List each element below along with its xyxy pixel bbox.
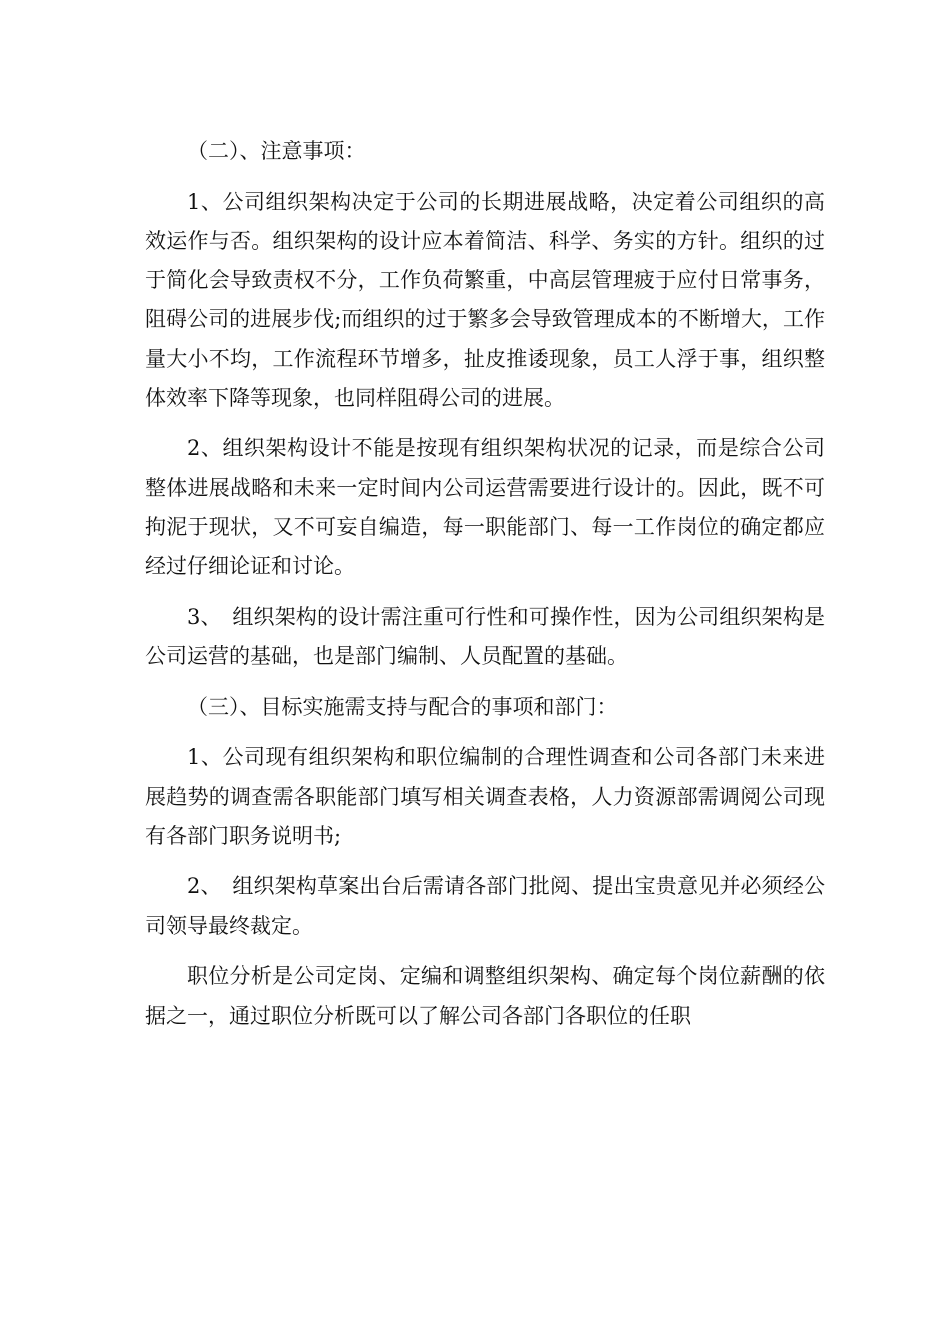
section-heading-precautions: （二）、注意事项：	[187, 139, 366, 163]
paragraph-support-1: 1、公司现有组织架构和职位编制的合理性调查和公司各部门未来进展趋势的调查需各职能部门填写相关调查表格，人力资源部需调阅公司现有各部门职务说明书;	[145, 745, 825, 848]
paragraph-point-1: 1、公司组织架构决定于公司的长期进展战略，决定着公司组织的高效运作与否。组织架构的设计应本着简洁、科学、务实的方针。组织的过于简化会导致责权不分，工作负荷繁重，中高层管理疲于应付日常事务，阻碍公司的进展步伐;而组织的过于繁多会导致管理成本的不断增大，工作量大小不均，工作流程环节增多，扯皮推诿现象，员工人浮于事，组织整体效率下降等现象，也同样阻碍公司的进展。	[145, 189, 825, 410]
paragraph-point-2: 2、组织架构设计不能是按现有组织架构状况的记录，而是综合公司整体进展战略和未来一定时间内公司运营需要进行设计的。因此，既不可拘泥于现状，又不可妄自编造，每一职能部门、每一工作岗位的确定都应经过仔细论证和讨论。	[145, 436, 825, 579]
paragraph-support-2: 2、 组织架构草案出台后需请各部门批阅、提出宝贵意见并必须经公司领导最终裁定。	[145, 874, 825, 938]
document-page	[145, 132, 825, 1047]
paragraph-job-analysis: 职位分析是公司定岗、定编和调整组织架构、确定每个岗位薪酬的依据之一，通过职位分析既可以了解公司各部门各职位的任职	[145, 964, 825, 1028]
section-heading-support: （三）、目标实施需支持与配合的事项和部门：	[187, 694, 618, 719]
paragraph-point-3: 3、 组织架构的设计需注重可行性和可操作性，因为公司组织架构是公司运营的基础，也是部门编制、人员配置的基础。	[145, 604, 825, 668]
